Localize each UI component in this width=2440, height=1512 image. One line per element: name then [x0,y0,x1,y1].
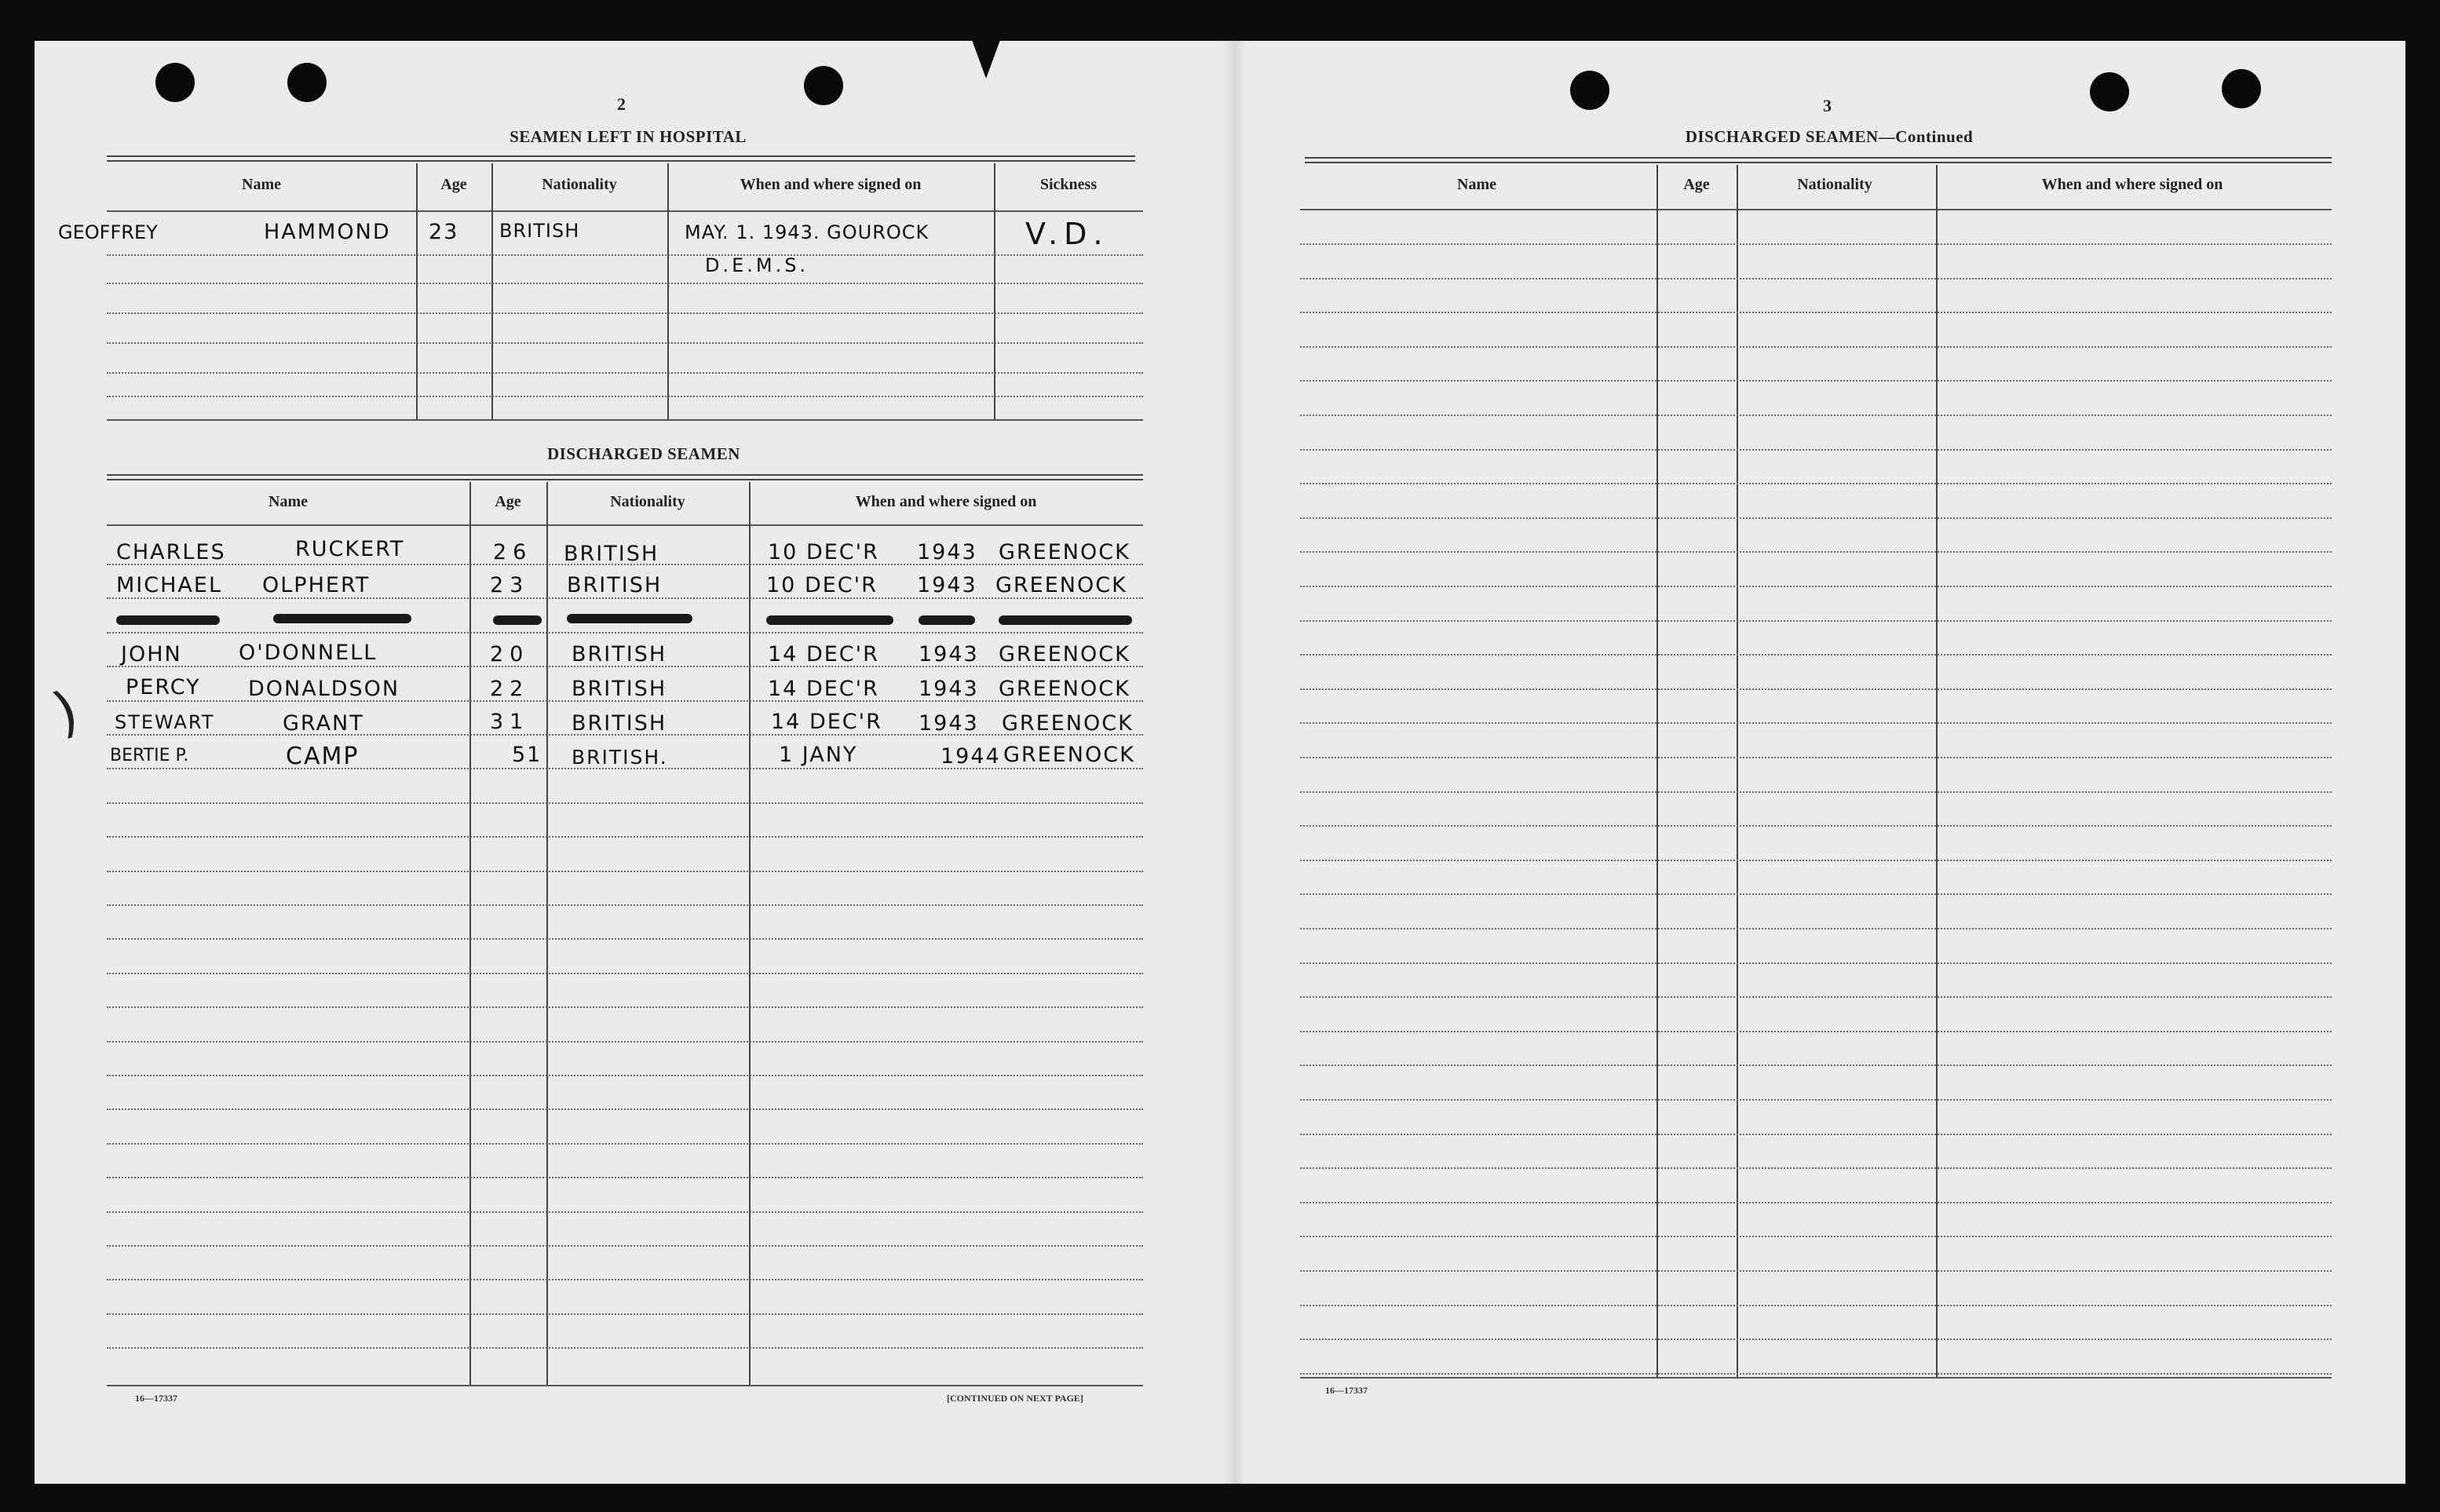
discharged-year: 1943 [919,642,979,667]
crossed-out-entry [116,615,220,625]
discharged-age: 23 [490,573,530,597]
ruled-row-line [1300,1065,2332,1066]
discharged-bottom-rule [107,1385,1143,1386]
discharged-header-rule [107,524,1143,526]
discharged-year: 1943 [919,711,979,736]
ruled-row-line [1300,415,2332,416]
ruled-row-line [107,632,1143,634]
discharged-year: 1944 [941,744,1001,769]
discharged-first-name: JOHN [121,642,182,667]
ruled-row-line [107,1041,1143,1043]
hospital-bottom-rule [107,419,1143,421]
hospital-col-divider [491,163,493,419]
ruled-row-line [1300,278,2332,279]
footer-code-left: 16—17337 [135,1393,177,1404]
discharged-year: 1943 [917,573,977,597]
ruled-row-line [1300,1305,2332,1306]
ruled-row-line [107,1006,1143,1008]
punch-hole [804,66,843,105]
ruled-row-line [107,1313,1143,1315]
discharged-last-name: OLPHERT [262,573,371,597]
discharged-col-divider [749,482,751,1385]
crossed-out-entry [493,615,542,625]
discharged-title: DISCHARGED SEAMEN [547,444,740,463]
page-number-right: 3 [1823,96,1832,115]
ruled-row-line [107,1143,1143,1145]
discharged-date: 1 JANY [779,743,858,767]
ruled-row-line [1300,825,2332,827]
discharged-header-signed: When and where signed on [855,493,1037,510]
ruled-row-line [107,1347,1143,1349]
ruled-row-line [107,1211,1143,1213]
right-bottom-rule [1300,1377,2332,1379]
ruled-row-line [107,938,1143,940]
hospital-nationality: BRITISH [499,220,580,242]
footer-continued: [CONTINUED ON NEXT PAGE] [947,1393,1083,1404]
discharged-year: 1943 [919,677,979,701]
ruled-row-line [1300,757,2332,758]
discharged-nationality: BRITISH [567,573,663,597]
hospital-row-line [107,254,1143,256]
ruled-row-line [1300,791,2332,793]
ruled-row-line [1300,243,2332,245]
ruled-row-line [1300,1236,2332,1237]
ruled-row-line [1300,1339,2332,1340]
discharged-age: 26 [493,540,533,564]
hospital-row-line [107,283,1143,284]
punch-hole [155,63,195,102]
ruled-row-line [107,597,1143,599]
right-header-nationality: Nationality [1797,176,1872,193]
ruled-row-line [107,802,1143,804]
paper-tear [969,31,1003,79]
punch-hole [2090,72,2129,111]
discharged-nationality: BRITISH [564,542,659,566]
right-header-signed: When and where signed on [2041,176,2223,193]
ruled-row-line [107,904,1143,906]
right-header-name: Name [1457,176,1496,193]
hospital-age: 23 [429,220,459,244]
ruled-row-line [1300,893,2332,895]
crossed-out-entry [273,614,411,623]
ruled-row-line [107,836,1143,838]
right-title [1609,127,2049,147]
ruled-row-line [107,1075,1143,1076]
hospital-col-divider [416,163,418,419]
hospital-row-line [107,396,1143,397]
hospital-header-age: Age [440,176,467,193]
hospital-header-sickness: Sickness [1039,176,1098,193]
discharged-nationality: BRITISH [572,711,667,736]
ruled-row-line [1300,1167,2332,1169]
discharged-age: 31 [490,710,530,734]
document-sheet [35,41,2405,1484]
hospital-top-rule [107,155,1135,162]
discharged-place: GREENOCK [1002,711,1134,736]
discharged-date: 10 DEC'R [766,573,878,597]
ruled-row-line [1300,586,2332,587]
hospital-header-signed: When and where signed on [740,176,922,193]
page-fold [1223,41,1247,1484]
discharged-last-name: RUCKERT [295,537,405,561]
ruled-row-line [107,973,1143,974]
hospital-signed-line1: MAY. 1. 1943. GOUROCK [685,221,930,243]
hospital-title: SEAMEN LEFT IN HOSPITAL [510,127,747,146]
ruled-row-line [107,1108,1143,1110]
discharged-place: GREENOCK [999,642,1131,667]
discharged-place: GREENOCK [1003,743,1135,767]
right-header-age: Age [1683,176,1710,193]
ruled-row-line [1300,654,2332,656]
discharged-nationality: BRITISH [572,677,667,701]
discharged-age: 22 [490,677,530,701]
ruled-row-line [1300,860,2332,861]
hospital-row-line [107,372,1143,374]
discharged-nationality: BRITISH. [572,746,668,769]
hospital-header-name: Name [242,176,281,193]
ruled-row-line [1300,312,2332,313]
margin-tick-mark: ) [45,677,86,747]
discharged-date: 14 DEC'R [768,642,879,667]
ruled-row-line [1300,996,2332,998]
crossed-out-entry [567,614,692,623]
ruled-row-line [1300,380,2332,382]
discharged-top-rule [107,474,1143,480]
page-number-left: 2 [617,94,626,114]
ruled-row-line [107,1279,1143,1280]
crossed-out-entry [999,615,1132,625]
discharged-first-name: CHARLES [116,540,226,564]
hospital-row-line [107,312,1143,314]
ruled-row-line [1300,1270,2332,1272]
hospital-signed-line2: D.E.M.S. [705,254,809,276]
ruled-row-line [1300,928,2332,929]
discharged-col-divider [469,482,471,1385]
ruled-row-line [1300,1099,2332,1101]
discharged-date: 10 DEC'R [768,540,879,564]
ruled-row-line [1300,346,2332,348]
ruled-row-line [1300,722,2332,724]
ruled-row-line [1300,688,2332,690]
right-title-continued: —Continued [1878,127,1974,146]
right-title-main: DISCHARGED SEAMEN [1685,127,1879,146]
discharged-place: GREENOCK [995,573,1127,597]
hospital-header-rule [107,210,1143,212]
hospital-col-divider [994,163,995,419]
ruled-row-line [107,1245,1143,1247]
discharged-age: 51 [512,743,542,767]
discharged-first-name: PERCY [126,675,201,699]
ruled-row-line [1300,449,2332,451]
ruled-row-line [1300,483,2332,484]
discharged-place: GREENOCK [999,540,1131,564]
ruled-row-line [1300,1134,2332,1135]
crossed-out-entry [766,615,893,625]
ruled-row-line [107,871,1143,872]
discharged-header-age: Age [495,493,521,510]
hospital-last-name: HAMMOND [264,220,391,244]
discharged-first-name: MICHAEL [116,573,222,597]
discharged-last-name: CAMP [286,743,360,770]
discharged-nationality: BRITISH [572,642,667,667]
discharged-header-name: Name [268,493,308,510]
discharged-col-divider [546,482,548,1385]
punch-hole [1570,71,1609,110]
discharged-first-name: BERTIE P. [110,746,189,765]
right-top-rule [1305,157,2332,163]
hospital-row-line [107,342,1143,344]
discharged-last-name: GRANT [283,711,364,736]
hospital-col-divider [667,163,669,419]
discharged-last-name: O'DONNELL [239,641,378,665]
ruled-row-line [1300,962,2332,964]
hospital-header-nationality: Nationality [542,176,617,193]
ruled-row-line [1300,517,2332,519]
discharged-age: 20 [490,642,530,667]
hospital-sickness: V.D. [1025,217,1109,251]
crossed-out-entry [919,615,975,625]
discharged-year: 1943 [917,540,977,564]
right-header-rule [1300,209,2332,210]
discharged-place: GREENOCK [999,677,1131,701]
ruled-row-line [1300,1373,2332,1375]
hospital-first-name: GEOFFREY [58,221,158,243]
discharged-date: 14 DEC'R [771,710,882,734]
ruled-row-line [1300,1031,2332,1032]
footer-code-right: 16—17337 [1325,1385,1368,1396]
discharged-first-name: STEWART [115,711,215,733]
discharged-last-name: DONALDSON [248,677,400,701]
ruled-row-line [1300,620,2332,622]
punch-hole [287,63,327,102]
discharged-header-nationality: Nationality [610,493,685,510]
punch-hole [2222,69,2261,108]
discharged-date: 14 DEC'R [768,677,879,701]
ruled-row-line [1300,551,2332,553]
ruled-row-line [1300,1202,2332,1203]
ruled-row-line [107,1177,1143,1178]
